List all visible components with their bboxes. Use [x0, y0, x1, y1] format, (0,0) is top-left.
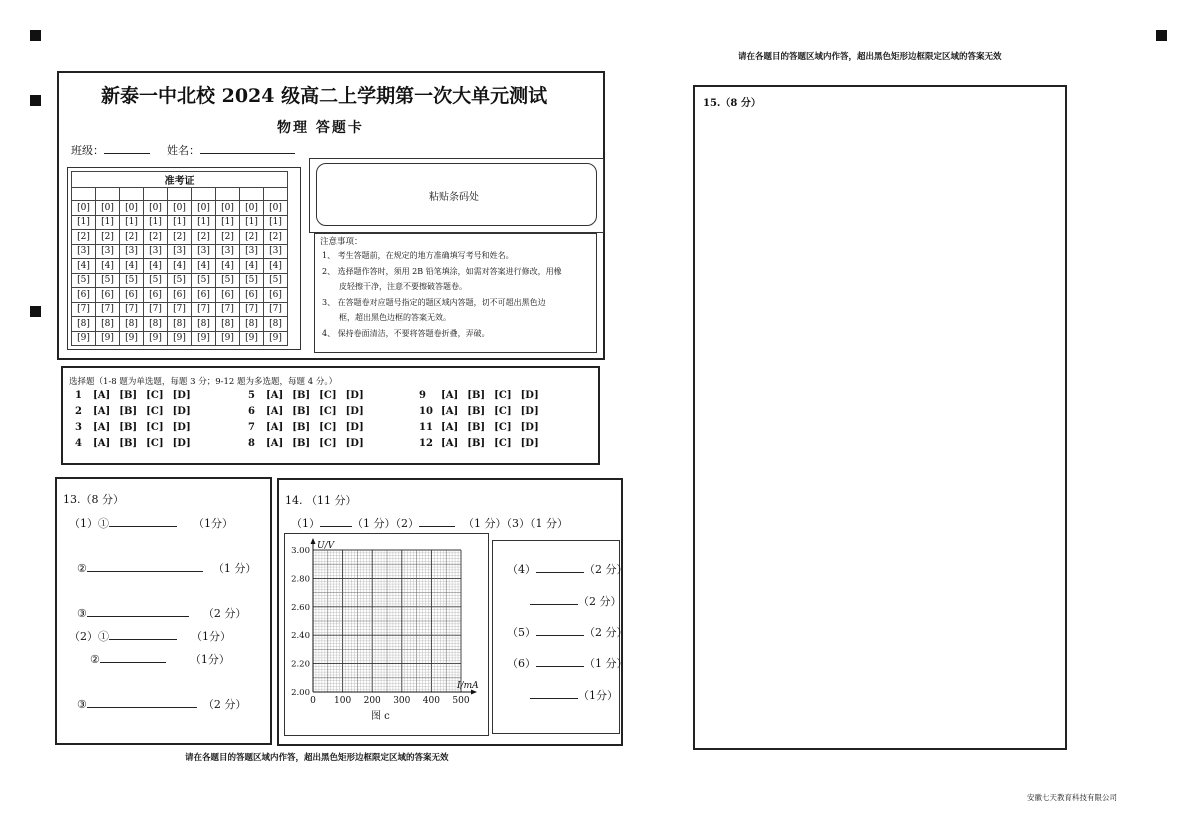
choice-question — [248, 422, 373, 433]
choice-question — [248, 406, 373, 417]
admission-bubble[interactable]: [8] — [96, 317, 120, 332]
x-tick-label: 0 — [310, 696, 316, 706]
q14-line-4: （4） （2 分） — [507, 563, 628, 576]
admission-bubble[interactable]: [1] — [144, 215, 168, 230]
admission-bubble[interactable]: [6] — [144, 288, 168, 303]
admission-digit-box[interactable] — [216, 188, 240, 201]
answer-blank[interactable] — [320, 526, 352, 527]
x-tick-label: 400 — [422, 696, 440, 706]
answer-blank[interactable] — [87, 707, 197, 708]
q14-line-5: （5） （2 分） — [507, 626, 628, 639]
admission-bubble[interactable]: [7] — [120, 302, 144, 317]
answer-blank[interactable] — [87, 571, 203, 572]
admission-bubble[interactable]: [2] — [120, 230, 144, 245]
choice-option[interactable]: [B] — [292, 390, 311, 401]
admission-bubble[interactable]: [4] — [96, 259, 120, 274]
admission-bubble[interactable]: [0] — [240, 201, 264, 216]
admission-title: 准考证 — [72, 172, 288, 188]
choice-option[interactable]: [C] — [319, 406, 337, 417]
q13-line-6: ③ （2 分） — [77, 698, 247, 711]
choice-question — [75, 390, 200, 401]
admission-bubble[interactable]: [8] — [216, 317, 240, 332]
choice-option[interactable]: [C] — [319, 438, 337, 449]
admission-bubble[interactable]: [5] — [96, 273, 120, 288]
admission-bubble[interactable]: [2] — [96, 230, 120, 245]
admission-bubble[interactable]: [5] — [120, 273, 144, 288]
admission-table — [71, 171, 288, 346]
choice-question — [75, 422, 200, 433]
admission-bubble[interactable]: [4] — [264, 259, 288, 274]
admission-bubble[interactable]: [0] — [144, 201, 168, 216]
admission-bubble[interactable]: [9] — [144, 331, 168, 346]
choice-question — [419, 390, 548, 401]
choice-option[interactable]: [D] — [345, 406, 364, 417]
admission-bubble[interactable]: [3] — [216, 244, 240, 259]
answer-blank[interactable] — [536, 635, 584, 636]
q14-line-6b: （1分） — [530, 687, 618, 703]
admission-bubble[interactable]: [0] — [72, 201, 96, 216]
admission-bubble[interactable]: [8] — [192, 317, 216, 332]
choice-question — [419, 422, 548, 433]
admission-digit-box[interactable] — [264, 188, 288, 201]
admission-bubble[interactable]: [2] — [144, 230, 168, 245]
admission-bubble[interactable]: [4] — [240, 259, 264, 274]
choice-option[interactable]: [A] — [266, 422, 284, 433]
answer-blank[interactable] — [87, 616, 189, 617]
choice-number: 8 — [248, 438, 255, 449]
choice-option[interactable]: [C] — [319, 422, 337, 433]
choice-option[interactable]: [D] — [520, 406, 539, 417]
answer-blank[interactable] — [109, 526, 177, 527]
choice-option[interactable]: [D] — [172, 406, 191, 417]
choice-option[interactable]: [B] — [292, 422, 311, 433]
class-field[interactable] — [71, 142, 150, 158]
choice-option[interactable]: [A] — [441, 438, 459, 449]
admission-bubble[interactable]: [7] — [144, 302, 168, 317]
admission-digit-box[interactable] — [72, 188, 96, 201]
barcode-frame — [309, 158, 604, 233]
choice-option[interactable]: [B] — [467, 406, 486, 417]
choice-option[interactable]: [C] — [494, 422, 512, 433]
q14-panel — [277, 478, 628, 746]
admission-bubble[interactable]: [5] — [168, 273, 192, 288]
admission-bubble[interactable]: [1] — [240, 215, 264, 230]
registration-mark — [1156, 30, 1167, 41]
admission-bubble[interactable]: [0] — [168, 201, 192, 216]
admission-bubble[interactable]: [3] — [120, 244, 144, 259]
choice-option[interactable]: [C] — [494, 390, 512, 401]
name-label: 姓名： — [167, 144, 200, 157]
choice-option[interactable]: [B] — [292, 438, 311, 449]
class-label: 班级： — [71, 144, 104, 157]
admission-digit-box[interactable] — [192, 188, 216, 201]
choice-option[interactable]: [D] — [520, 438, 539, 449]
choice-option[interactable]: [A] — [441, 390, 459, 401]
admission-bubble[interactable]: [3] — [96, 244, 120, 259]
notes-title: 注意事项： — [320, 237, 363, 247]
admission-bubble[interactable]: [4] — [120, 259, 144, 274]
answer-blank[interactable] — [100, 662, 166, 663]
choice-question — [419, 406, 548, 417]
note-item: 框，超出黑色边框的答案无效。 — [339, 313, 451, 322]
q13-line-4: （2）① （1分） — [69, 630, 231, 643]
choice-option[interactable]: [D] — [172, 438, 191, 449]
admission-digit-box[interactable] — [96, 188, 120, 201]
choice-number: 7 — [248, 422, 255, 433]
q14-line-6: （6） （1 分） — [507, 657, 628, 670]
admission-bubble[interactable]: [8] — [144, 317, 168, 332]
q14-line-1: （1） （1 分）（2） （1 分）（3）（1 分） — [291, 517, 568, 530]
admission-bubble[interactable]: [7] — [96, 302, 120, 317]
admission-bubble[interactable]: [9] — [72, 331, 96, 346]
admission-bubble[interactable]: [0] — [96, 201, 120, 216]
choice-option[interactable]: [B] — [467, 390, 486, 401]
bottom-warning: 请在各题目的答题区域内作答，超出黑色矩形边框限定区域的答案无效 — [185, 753, 449, 763]
x-tick-label: 200 — [363, 696, 381, 706]
choice-option[interactable]: [D] — [172, 390, 191, 401]
admission-grid — [67, 167, 301, 350]
q14-answers — [492, 540, 628, 734]
admission-digit-box[interactable] — [120, 188, 144, 201]
admission-bubble[interactable]: [3] — [168, 244, 192, 259]
admission-bubble[interactable]: [6] — [72, 288, 96, 303]
answer-blank[interactable] — [419, 526, 455, 527]
admission-bubble[interactable]: [6] — [264, 288, 288, 303]
answer-blank[interactable] — [536, 666, 584, 667]
choice-option[interactable]: [B] — [119, 390, 138, 401]
admission-bubble[interactable]: [2] — [240, 230, 264, 245]
admission-bubble[interactable]: [7] — [216, 302, 240, 317]
admission-bubble[interactable]: [8] — [264, 317, 288, 332]
page-title: 新泰一中北校 2024 级高二上学期第一次大单元测试 — [101, 85, 548, 107]
admission-bubble[interactable]: [5] — [144, 273, 168, 288]
choice-number: 1 — [75, 390, 82, 401]
choice-option[interactable]: [A] — [266, 438, 284, 449]
choice-question — [75, 406, 200, 417]
y-tick-label: 2.60 — [291, 602, 310, 613]
admission-digit-box[interactable] — [168, 188, 192, 201]
choice-option[interactable]: [B] — [119, 422, 138, 433]
registration-mark — [30, 306, 41, 317]
admission-bubble[interactable]: [4] — [216, 259, 240, 274]
admission-bubble[interactable]: [1] — [120, 215, 144, 230]
admission-bubble[interactable]: [7] — [264, 302, 288, 317]
choice-option[interactable]: [A] — [441, 406, 459, 417]
barcode-label: 粘贴条码处 — [429, 192, 479, 203]
class-blank[interactable] — [104, 153, 150, 154]
note-item: 1、 考生答题前，在规定的地方准确填写考号和姓名。 — [322, 251, 514, 260]
admission-bubble[interactable]: [5] — [192, 273, 216, 288]
y-tick-label: 2.20 — [291, 659, 310, 670]
admission-bubble[interactable]: [2] — [264, 230, 288, 245]
admission-bubble[interactable]: [8] — [240, 317, 264, 332]
choice-number: 9 — [419, 390, 426, 401]
answer-blank[interactable] — [109, 639, 177, 640]
admission-bubble[interactable]: [5] — [72, 273, 96, 288]
admission-bubble[interactable]: [2] — [216, 230, 240, 245]
admission-bubble[interactable]: [1] — [168, 215, 192, 230]
x-axis-label: I/mA — [457, 681, 479, 691]
admission-bubble[interactable]: [5] — [264, 273, 288, 288]
choice-option[interactable]: [D] — [172, 422, 191, 433]
choice-option[interactable]: [A] — [93, 406, 111, 417]
admission-bubble[interactable]: [6] — [120, 288, 144, 303]
header-panel — [57, 71, 605, 360]
admission-bubble[interactable]: [7] — [168, 302, 192, 317]
admission-bubble[interactable]: [4] — [192, 259, 216, 274]
admission-bubble[interactable]: [6] — [192, 288, 216, 303]
admission-bubble[interactable]: [2] — [72, 230, 96, 245]
admission-bubble[interactable]: [1] — [192, 215, 216, 230]
choice-option[interactable]: [D] — [520, 422, 539, 433]
q13-line-5: ② （1分） — [90, 653, 230, 666]
answer-blank[interactable] — [530, 698, 578, 699]
y-tick-label: 3.00 — [291, 546, 310, 556]
choice-instructions: 选择题（1-8 题为单选题，每题 3 分；9-12 题为多选题，每题 4 分。） — [69, 377, 338, 387]
choice-number: 2 — [75, 406, 82, 417]
answer-blank[interactable] — [530, 604, 578, 605]
x-tick-label: 100 — [334, 696, 352, 706]
admission-bubble[interactable]: [6] — [168, 288, 192, 303]
admission-bubble[interactable]: [9] — [264, 331, 288, 346]
x-tick-label: 500 — [452, 696, 470, 706]
top-warning: 请在各题目的答题区域内作答，超出黑色矩形边框限定区域的答案无效 — [738, 52, 1002, 62]
choice-option[interactable]: [D] — [345, 438, 364, 449]
admission-bubble[interactable]: [1] — [264, 215, 288, 230]
admission-bubble[interactable]: [9] — [120, 331, 144, 346]
choice-number: 4 — [75, 438, 82, 449]
admission-bubble[interactable]: [9] — [240, 331, 264, 346]
name-blank[interactable] — [200, 153, 295, 154]
choice-option[interactable]: [B] — [119, 406, 138, 417]
q14-line-4b: （2 分） — [530, 593, 622, 609]
admission-bubble[interactable]: [3] — [192, 244, 216, 259]
choice-option[interactable]: [B] — [292, 406, 311, 417]
q15-panel[interactable] — [693, 85, 1067, 750]
choice-number: 11 — [419, 422, 433, 433]
choice-option[interactable]: [C] — [146, 406, 164, 417]
admission-bubble[interactable]: [3] — [240, 244, 264, 259]
choice-option[interactable]: [A] — [93, 438, 111, 449]
admission-bubble[interactable]: [1] — [72, 215, 96, 230]
choice-option[interactable]: [C] — [494, 406, 512, 417]
choice-option[interactable]: [A] — [93, 390, 111, 401]
admission-bubble[interactable]: [5] — [240, 273, 264, 288]
x-tick-label: 300 — [393, 696, 411, 706]
notes-panel — [314, 233, 597, 353]
admission-bubble[interactable]: [7] — [192, 302, 216, 317]
note-item: 4、 保持卷面清洁，不要将答题卷折叠，弄破。 — [322, 329, 490, 338]
y-tick-label: 2.80 — [291, 574, 310, 585]
admission-bubble[interactable]: [6] — [96, 288, 120, 303]
choice-option[interactable]: [D] — [520, 390, 539, 401]
admission-bubble[interactable]: [9] — [168, 331, 192, 346]
choice-number: 3 — [75, 422, 82, 433]
admission-bubble[interactable]: [0] — [192, 201, 216, 216]
note-item: 3、 在答题卷对应题号指定的题区域内答题，切不可超出黑色边 — [322, 298, 546, 307]
q15-title: 15.（8 分） — [703, 98, 761, 109]
choice-option[interactable]: [B] — [119, 438, 138, 449]
choice-number: 6 — [248, 406, 255, 417]
admission-bubble[interactable]: [0] — [264, 201, 288, 216]
q13-line-3: ③ （2 分） — [77, 607, 247, 620]
choice-number: 10 — [419, 406, 433, 417]
admission-bubble[interactable]: [6] — [240, 288, 264, 303]
admission-bubble[interactable]: [3] — [144, 244, 168, 259]
admission-bubble[interactable]: [5] — [216, 273, 240, 288]
y-axis-label: U/V — [317, 541, 335, 551]
choice-question — [419, 438, 548, 449]
q13-panel — [55, 477, 272, 745]
choice-option[interactable]: [C] — [146, 422, 164, 433]
y-tick-label: 2.40 — [291, 631, 310, 642]
admission-bubble[interactable]: [2] — [168, 230, 192, 245]
u-i-graph[interactable] — [285, 534, 488, 735]
admission-bubble[interactable]: [8] — [72, 317, 96, 332]
y-axis-arrow — [311, 538, 316, 544]
graph-caption: 图 c — [371, 711, 390, 722]
admission-bubble[interactable]: [9] — [216, 331, 240, 346]
choice-option[interactable]: [B] — [467, 422, 486, 433]
admission-bubble[interactable]: [4] — [144, 259, 168, 274]
choice-option[interactable]: [A] — [266, 406, 284, 417]
admission-bubble[interactable]: [7] — [240, 302, 264, 317]
choice-option[interactable]: [C] — [494, 438, 512, 449]
choice-question — [248, 438, 373, 449]
registration-mark — [30, 30, 41, 41]
graph-frame — [284, 533, 489, 736]
admission-bubble[interactable]: [0] — [216, 201, 240, 216]
note-item: 皮轻擦干净，注意不要擦破答题卷。 — [339, 282, 467, 291]
admission-bubble[interactable]: [9] — [96, 331, 120, 346]
y-tick-label: 2.00 — [291, 688, 310, 698]
choice-option[interactable]: [A] — [266, 390, 284, 401]
q14-title: 14. （11 分） — [285, 494, 357, 507]
choice-option[interactable]: [C] — [146, 390, 164, 401]
q13-line-1: （1）① （1分） — [69, 517, 233, 530]
choice-option[interactable]: [A] — [93, 422, 111, 433]
admission-bubble[interactable]: [8] — [120, 317, 144, 332]
note-item: 2、 选择题作答时，须用 2B 铅笔填涂，如需对答案进行修改，用橡 — [322, 267, 562, 276]
choice-number: 5 — [248, 390, 255, 401]
choice-number: 12 — [419, 438, 433, 449]
registration-mark — [30, 95, 41, 106]
name-field[interactable] — [167, 142, 295, 158]
choice-panel — [61, 366, 600, 465]
choice-question — [248, 390, 373, 401]
admission-bubble[interactable]: [0] — [120, 201, 144, 216]
choice-option[interactable]: [B] — [467, 438, 486, 449]
choice-option[interactable]: [D] — [345, 422, 364, 433]
admission-bubble[interactable]: [3] — [72, 244, 96, 259]
q13-line-2: ② （1 分） — [77, 562, 257, 575]
choice-question — [75, 438, 200, 449]
admission-bubble[interactable]: [2] — [192, 230, 216, 245]
q13-title: 13.（8 分） — [63, 493, 124, 506]
admission-bubble[interactable]: [6] — [216, 288, 240, 303]
admission-bubble[interactable]: [1] — [216, 215, 240, 230]
barcode-area[interactable] — [316, 163, 597, 226]
choice-option[interactable]: [D] — [345, 390, 364, 401]
company-name: 安徽七天教育科技有限公司 — [1027, 793, 1117, 802]
page-subtitle: 物理 答题卡 — [277, 120, 364, 136]
admission-bubble[interactable]: [8] — [168, 317, 192, 332]
answer-blank[interactable] — [536, 572, 584, 573]
admission-bubble[interactable]: [4] — [72, 259, 96, 274]
admission-bubble[interactable]: [3] — [264, 244, 288, 259]
admission-bubble[interactable]: [9] — [192, 331, 216, 346]
admission-digit-box[interactable] — [240, 188, 264, 201]
choice-option[interactable]: [C] — [146, 438, 164, 449]
choice-option[interactable]: [A] — [441, 422, 459, 433]
choice-option[interactable]: [C] — [319, 390, 337, 401]
admission-bubble[interactable]: [7] — [72, 302, 96, 317]
admission-bubble[interactable]: [4] — [168, 259, 192, 274]
admission-digit-box[interactable] — [144, 188, 168, 201]
admission-bubble[interactable]: [1] — [96, 215, 120, 230]
